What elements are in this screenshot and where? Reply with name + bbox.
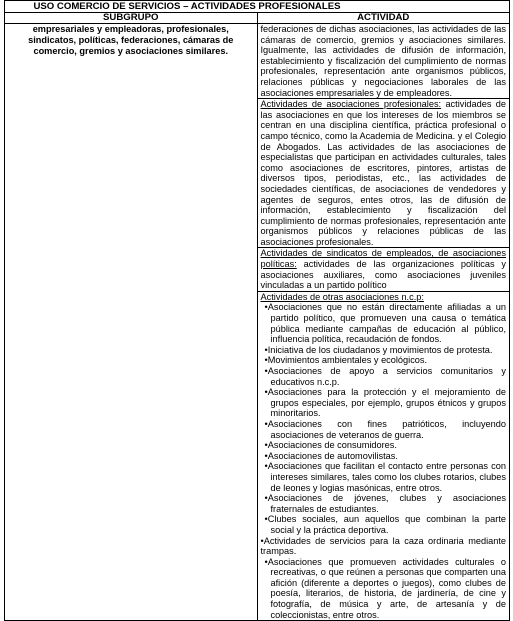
list-item: •Asociaciones que facilitan el contacto entre personas con intereses similares, tales como los clubes rotarios, clubes de leones y logias masónicas, entre otros. (264, 461, 506, 493)
list-item: •Asociaciones de jóvenes, clubes y asociaciones fraternales de estudiantes. (264, 493, 506, 514)
list-item: •Asociaciones de consumidores. (264, 440, 397, 451)
table-row (5, 24, 510, 621)
subgroup-cell: empresariales y empleadoras, profesionales, sindicatos, políticas, federaciones, cámaras de comercio, gremios y asociaciones similares. (5, 24, 258, 621)
list-item: •Movimientos ambientales y ecológicos. (264, 355, 428, 366)
heading-unions: Actividades de sindicatos de empleados, de asociaciones políticas: (260, 248, 506, 270)
document-page (4, 0, 510, 620)
text-professional: actividades de las asociaciones en que los intereses de los miembros se centran en una disciplina científica, práctica profesional o campo técnico, como la Academia de Medicina. y el Colegio de Abogados. Las actividades de las asociaciones de especialistas que participan en actividades culturales, tales como asociaciones de escritores, pintores, artistas de diversos tipos, periodistas, etc., las actividades de sociedades científicas, de asociaciones de vendedores y agentes de seguros, entes otros, las de difusión de información, establecimiento y fiscalización del cumplimiento de normas profesionales, representación ante organismos públicos y relaciones públicas de las asociaciones profesionales. (260, 99, 506, 247)
table-header-row (5, 13, 510, 24)
activity-block-professional (258, 98, 510, 247)
list-item: •Asociaciones que promueven actividades culturales o recreativas, o que reúnen a personas que comparten una afición (diferente a deportes o juegos), como clubes de poesía, literarios, de historia, de jardinería, de cine y fotografía, de música y arte, de artesanía y de coleccionistas, entre otros. (264, 556, 506, 620)
table-title-row (5, 1, 510, 13)
list-item: •Asociaciones de apoyo a servicios comunitarios y educativos n.c.p. (264, 366, 506, 387)
list-item: •Actividades de servicios para la caza ordinaria mediante trampas. (260, 535, 506, 557)
heading-other: Actividades de otras asociaciones n.c.p: (260, 291, 424, 302)
column-header-subgroup: SUBGRUPO (5, 13, 258, 24)
activity-block-other (258, 291, 510, 620)
list-item: •Asociaciones de automovilistas. (264, 450, 398, 461)
table-title-text: USO COMERCIO DE SERVICIOS – ACTIVIDADES PROFESIONALES (33, 1, 341, 12)
list-item: •Asociaciones que no están directamente afiliadas a un partido político, que promueven una causa o temática pública mediante campañas de educación al público, influencia política, recaudación de fondos. (264, 302, 506, 345)
list-item: •Asociaciones para la protección y el mejoramiento de grupos especiales, por ejemplo, grupos étnicos y grupos minoritarios. (264, 387, 506, 419)
activity-block-unions (258, 247, 510, 290)
text-unions: actividades de las organizaciones políticas y asociaciones auxiliares, como asociaciones juveniles vinculadas a un partido político (260, 259, 506, 291)
services-table (4, 0, 510, 621)
list-item: •Asociaciones con fines patrióticos, incluyendo asociaciones de veteranos de guerra. (264, 418, 506, 440)
activity-cell (257, 24, 510, 621)
table-title (5, 1, 510, 13)
heading-professional: Actividades de asociaciones profesionales: (260, 99, 442, 110)
list-item: •Clubes sociales, aun aquellos que combinan la parte social y la práctica deportiva. (264, 514, 506, 535)
column-header-activity: ACTIVIDAD (257, 13, 510, 24)
activity-block-employers: federaciones de dichas asociaciones, las actividades de las cámaras de comercio, gremios y asociaciones similares. Igualmente, las actividades de difusión de información, establecimiento y fiscalización del cumplimiento de normas profesionales, representación ante organismos públicos, relaciones públicas y negociaciones laborales de las asociaciones empresariales y de empleadores. (260, 24, 506, 98)
list-item: •Iniciativa de los ciudadanos y movimientos de protesta. (264, 344, 493, 355)
